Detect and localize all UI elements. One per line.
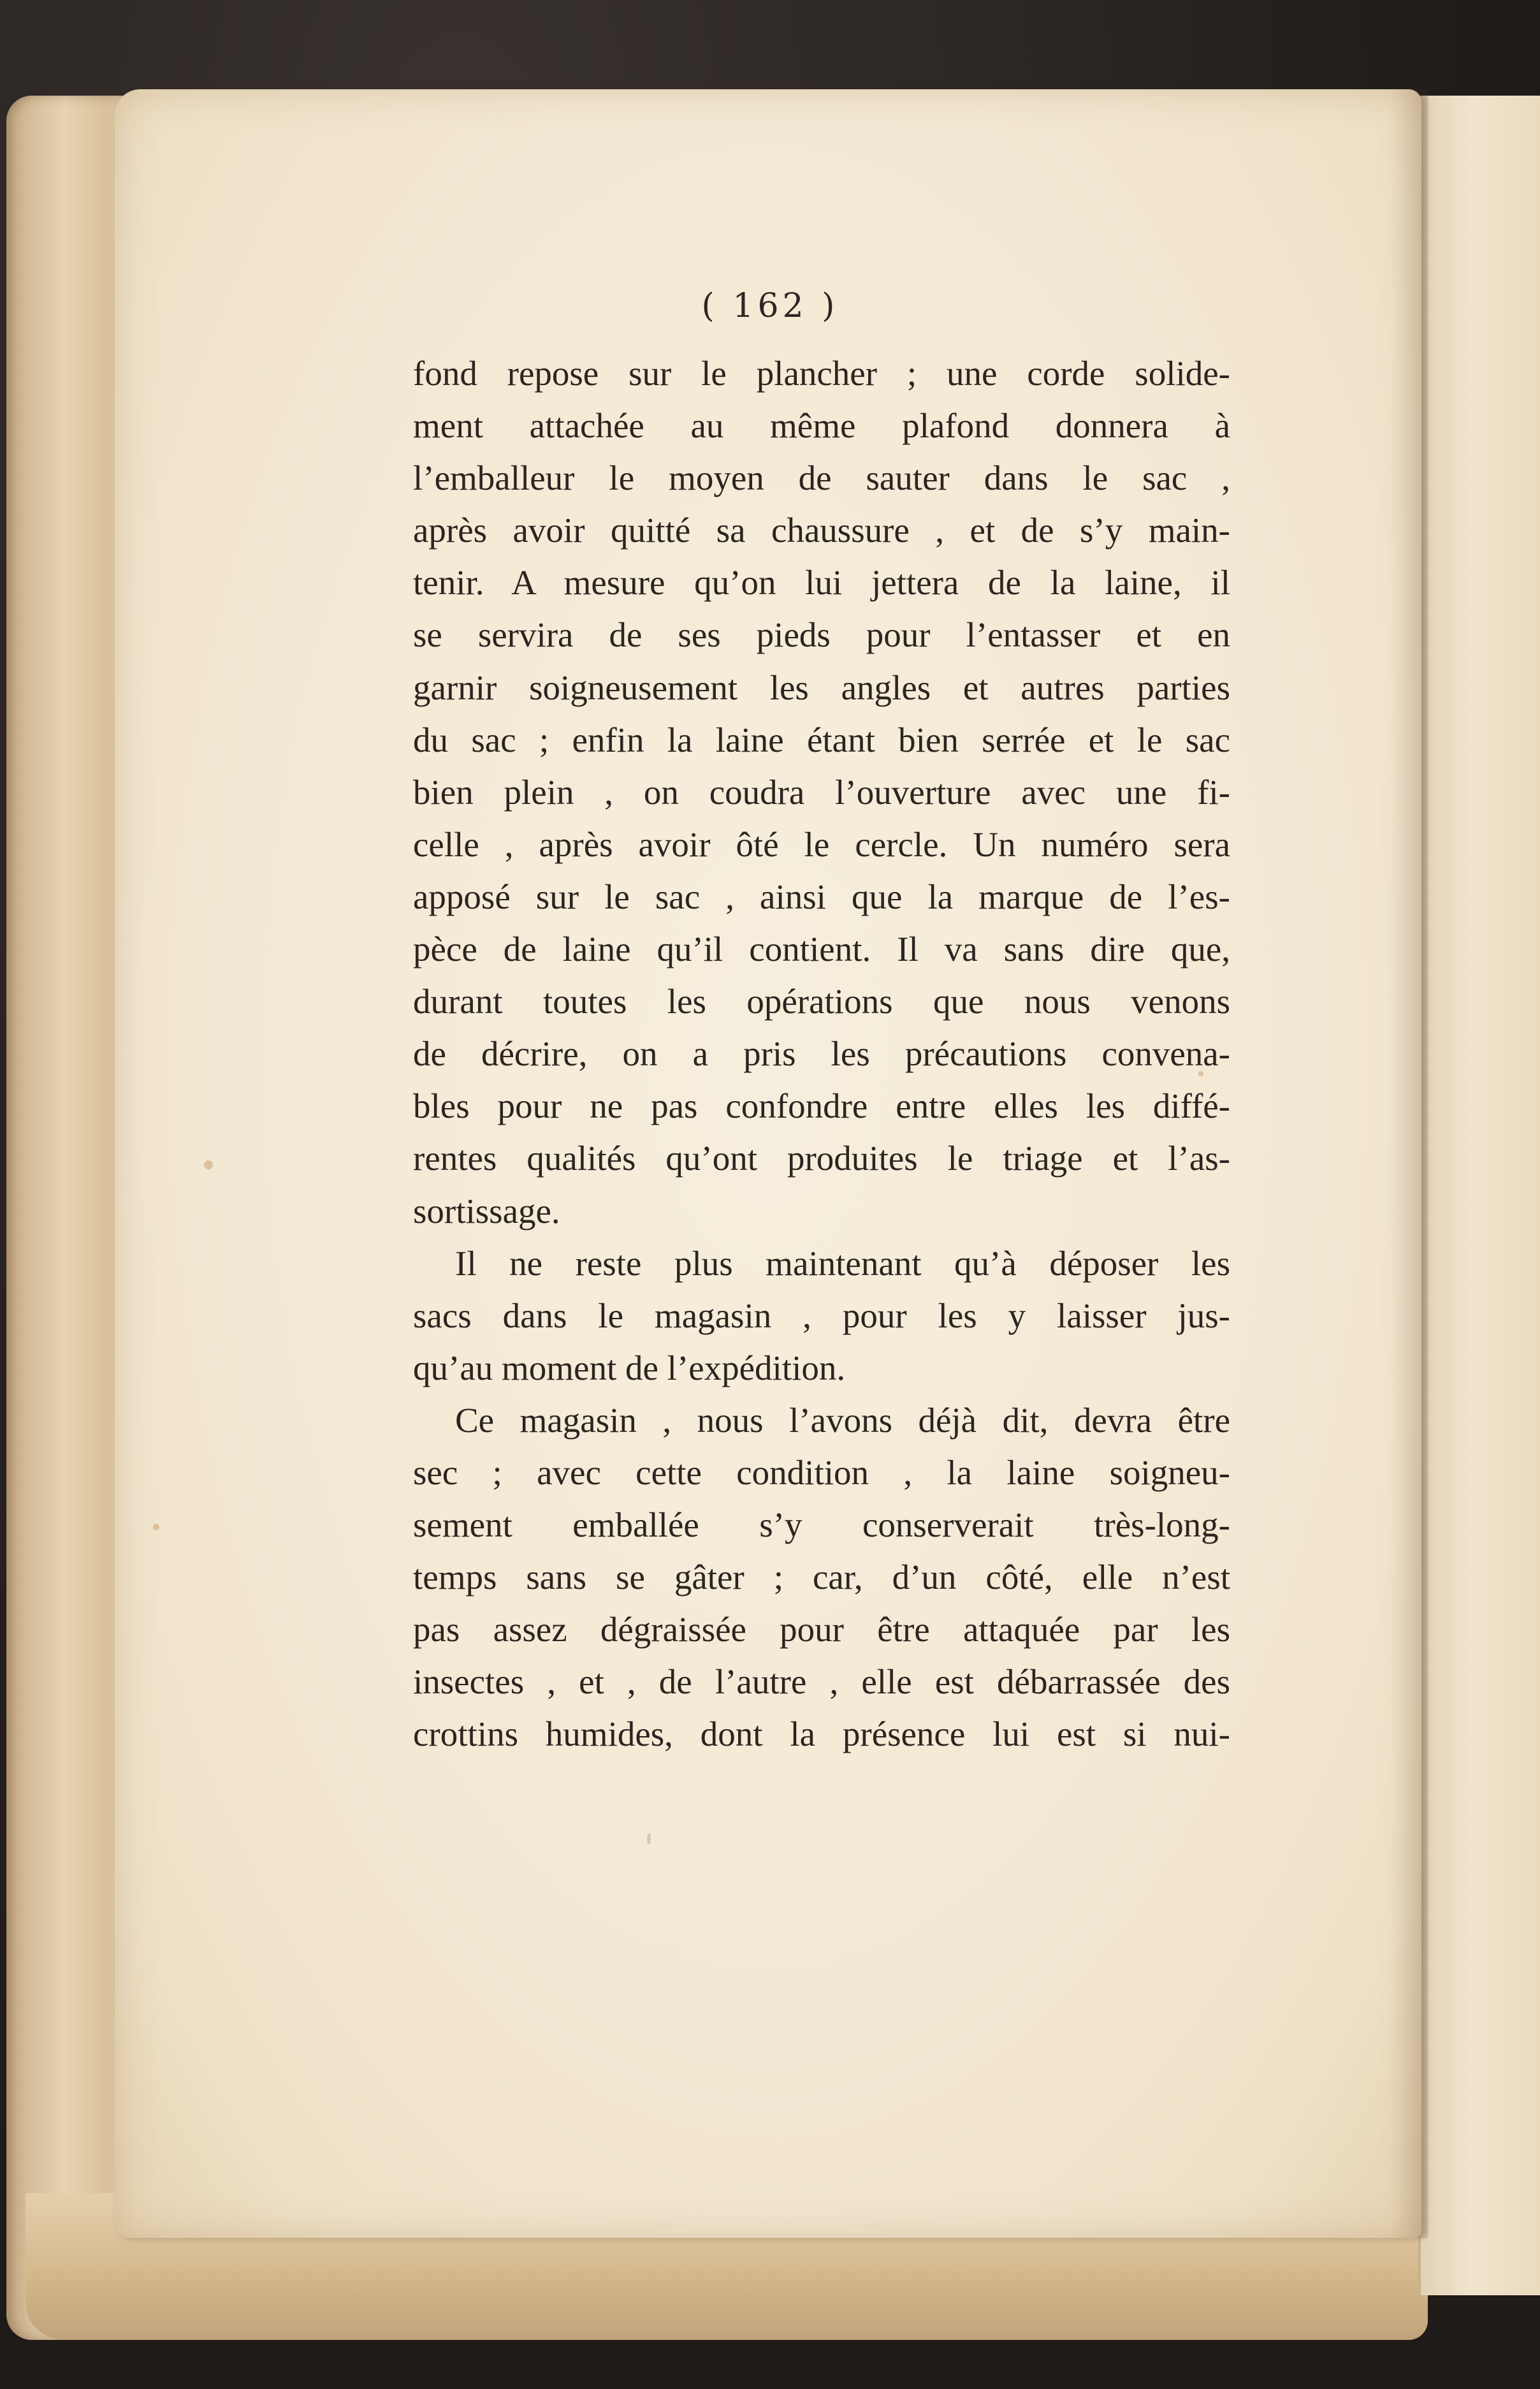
text-line: apposé sur le sac , ainsi que la marque de l’es- — [413, 877, 1230, 916]
text-line: sortissage. — [413, 1191, 560, 1231]
text-line: de décrire, on a pris les précautions convena- — [413, 1034, 1230, 1074]
gutter-shadow — [1390, 89, 1428, 2238]
text-line: sacs dans le magasin , pour les y laisser jus- — [413, 1296, 1230, 1335]
text-line: tenir. A mesure qu’on lui jettera de la laine, il — [413, 563, 1230, 603]
text-line: sement emballée s’y conserverait très-long- — [413, 1505, 1230, 1545]
text-line: temps sans se gâter ; car, d’un côté, elle n’est — [413, 1558, 1230, 1597]
text-line: pas assez dégraissée pour être attaquée par les — [413, 1610, 1230, 1649]
text-line: bien plein , on coudra l’ouverture avec une fi- — [413, 772, 1230, 812]
text-line: se servira de ses pieds pour l’entasser et en — [413, 615, 1230, 655]
body-text — [413, 347, 1230, 1761]
text-line: l’emballeur le moyen de sauter dans le sac , — [413, 458, 1230, 498]
facing-page-edge — [1418, 96, 1540, 2295]
text-line: ment attachée au même plafond donnera à — [413, 406, 1230, 446]
text-line: sec ; avec cette condition , la laine soigneu- — [413, 1452, 1230, 1492]
text-line: rentes qualités qu’ont produites le triage et l’as- — [413, 1139, 1230, 1178]
text-line: pèce de laine qu’il contient. Il va sans dire que, — [413, 930, 1230, 969]
text-line: du sac ; enfin la laine étant bien serrée et le sac — [413, 720, 1230, 759]
page-number: ( 162 ) — [701, 287, 839, 325]
text-line: insectes , et , de l’autre , elle est débarrassée des — [413, 1662, 1230, 1702]
text-line: fond repose sur le plancher ; une corde solide- — [413, 354, 1230, 393]
text-line: bles pour ne pas confondre entre elles les diffé- — [413, 1086, 1230, 1126]
foxing-spot — [204, 1160, 213, 1169]
text-line: après avoir quitté sa chaussure , et de s’y main- — [413, 511, 1230, 550]
text-line: Ce magasin , nous l’avons déjà dit, devra être — [455, 1400, 1230, 1440]
text-line: garnir soigneusement les angles et autres parties — [413, 668, 1230, 707]
text-line: celle , après avoir ôté le cercle. Un numéro sera — [413, 824, 1230, 864]
foxing-spot — [647, 1833, 651, 1845]
text-line: qu’au moment de l’expédition. — [413, 1348, 846, 1387]
text-line: Il ne reste plus maintenant qu’à déposer les — [455, 1243, 1230, 1283]
foxing-spot — [153, 1524, 159, 1530]
text-line: crottins humides, dont la présence lui est si nui- — [413, 1714, 1230, 1754]
text-line: durant toutes les opérations que nous venons — [413, 982, 1230, 1021]
